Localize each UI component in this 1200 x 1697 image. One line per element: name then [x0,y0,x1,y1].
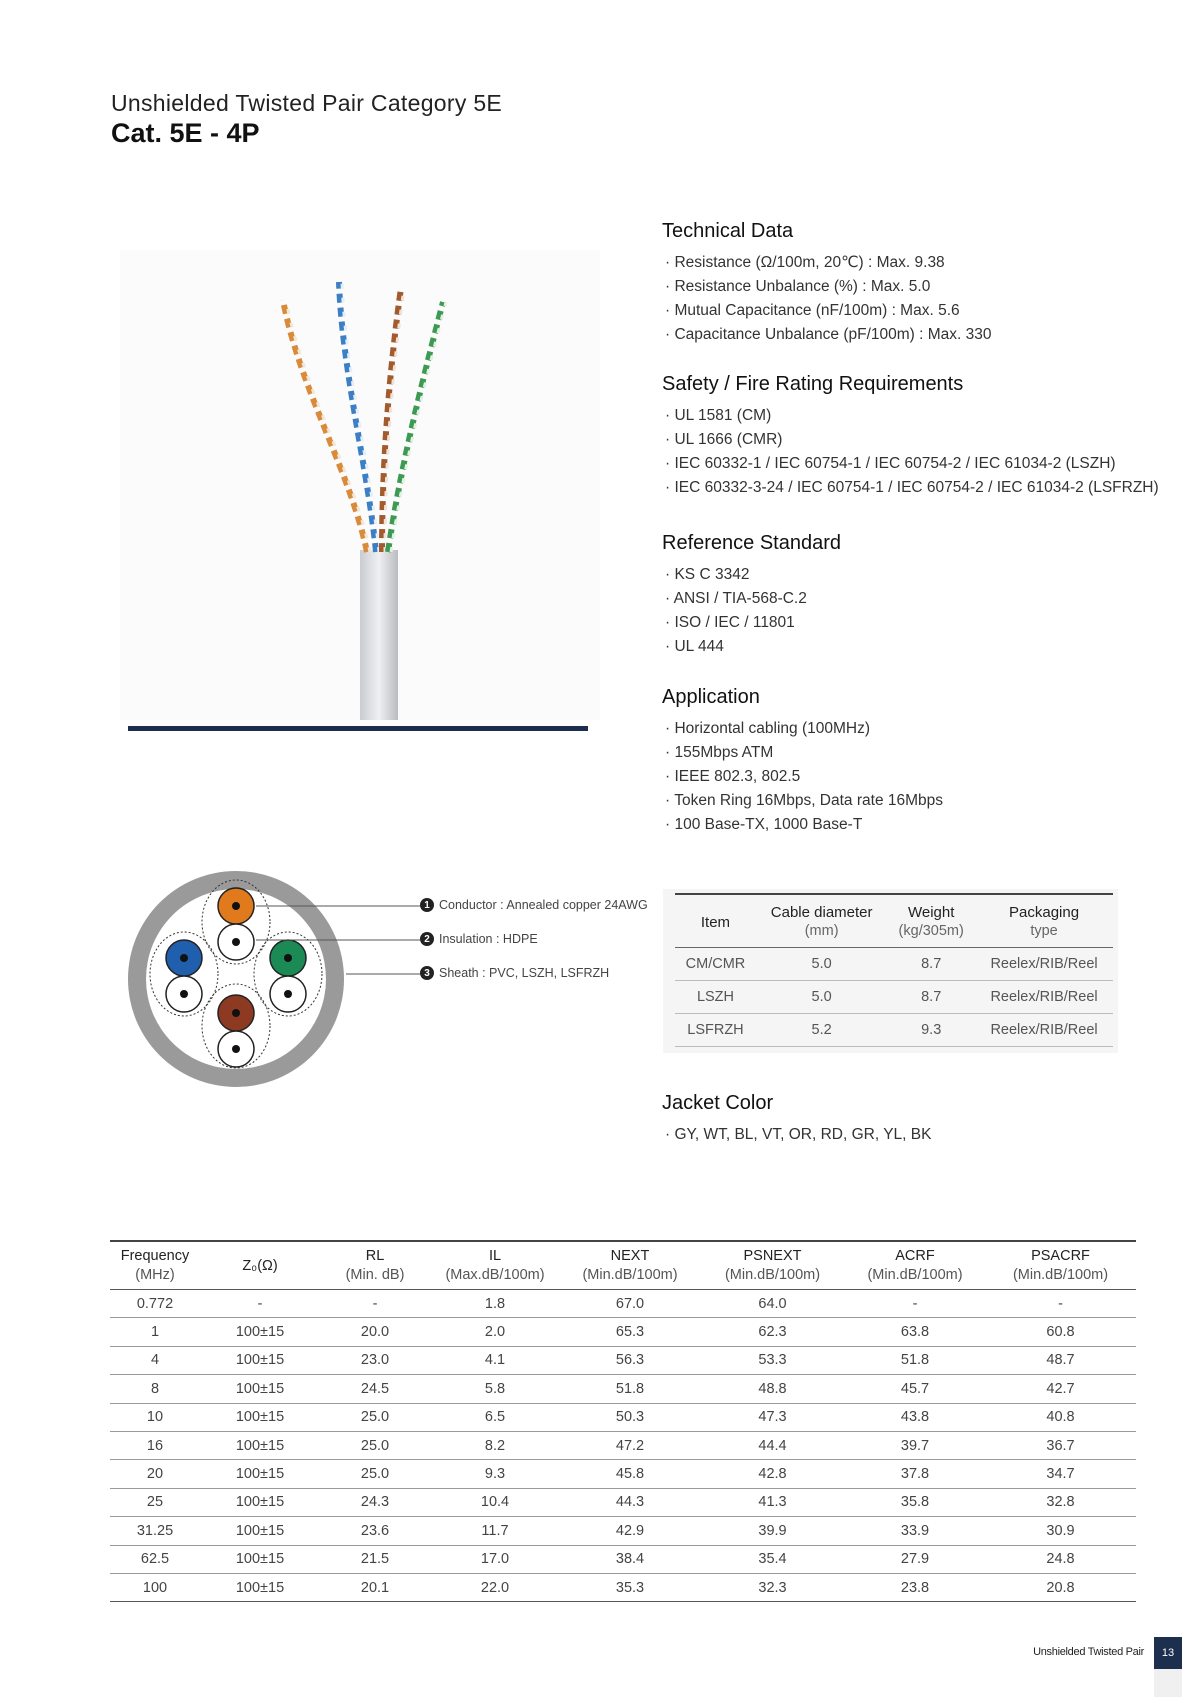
table-cell: Reelex/RIB/Reel [975,1014,1113,1047]
page-subtitle: Unshielded Twisted Pair Category 5E [111,90,503,116]
table-cell: 42.8 [700,1460,845,1488]
table-cell: 100±15 [200,1573,320,1601]
table-cell: 65.3 [560,1318,700,1346]
frequency-table [110,1240,1136,1602]
table-cell: 22.0 [430,1573,560,1601]
table-cell: 9.3 [430,1460,560,1488]
list-item: · IEC 60332-3-24 / IEC 60754-1 / IEC 60754-2 / IEC 61034-2 (LSFRZH) [665,476,1162,500]
table-row [675,948,1113,981]
table-cell: 64.0 [700,1290,845,1318]
table-cell: - [200,1290,320,1318]
list-item: · 100 Base-TX, 1000 Base-T [665,813,1162,837]
table-cell: 42.7 [985,1375,1136,1403]
table-header: Z₀(Ω) [200,1241,320,1290]
table-cell: 50.3 [560,1403,700,1431]
table-cell: 56.3 [560,1346,700,1374]
table-cell: 100±15 [200,1488,320,1516]
table-cell: 4.1 [430,1346,560,1374]
table-cell: 2.0 [430,1318,560,1346]
cross-section-callouts [345,895,665,1005]
list-item: · ISO / IEC / 11801 [665,611,1162,635]
list-item: · ANSI / TIA-568-C.2 [665,587,1162,611]
table-cell: 100±15 [200,1431,320,1459]
table-cell: 9.3 [887,1014,975,1047]
table-cell: 35.3 [560,1573,700,1601]
list-item: · IEC 60332-1 / IEC 60754-1 / IEC 60754-2 / IEC 61034-2 (LSZH) [665,452,1162,476]
jacket-color-section [662,1092,1162,1147]
table-cell: 0.772 [110,1290,200,1318]
list-item: · Resistance (Ω/100m, 20℃) : Max. 9.38 [665,251,1162,275]
table-cell: 35.8 [845,1488,985,1516]
table-header: Packaging type [975,894,1113,948]
table-cell: 11.7 [430,1517,560,1545]
table-cell: 47.2 [560,1431,700,1459]
table-cell: 62.5 [110,1545,200,1573]
table-cell: 48.8 [700,1375,845,1403]
table-row [110,1431,1136,1459]
page-number: 13 [1154,1637,1182,1669]
table-cell: 1.8 [430,1290,560,1318]
photo-base-line [128,726,588,731]
list-item: · KS C 3342 [665,563,1162,587]
table-cell: 16 [110,1431,200,1459]
table-cell: 25.0 [320,1403,430,1431]
blue-pair [339,282,376,552]
cable-illustration [120,250,600,720]
table-cell: 51.8 [845,1346,985,1374]
table-cell: 45.7 [845,1375,985,1403]
page-tab-shadow [1154,1669,1182,1697]
table-header: RL (Min. dB) [320,1241,430,1290]
table-cell: 31.25 [110,1517,200,1545]
table-cell: 30.9 [985,1517,1136,1545]
table-cell: 48.7 [985,1346,1136,1374]
table-header: PSNEXT (Min.dB/100m) [700,1241,845,1290]
list-item: · UL 1581 (CM) [665,404,1162,428]
table-row [110,1375,1136,1403]
table-cell: 8.2 [430,1431,560,1459]
table-cell: 5.0 [756,981,887,1014]
callout-conductor: 1 Conductor : Annealed copper 24AWG [420,898,648,912]
footer-label: Unshielded Twisted Pair [1033,1646,1144,1658]
table-cell: 67.0 [560,1290,700,1318]
table-cell: 42.9 [560,1517,700,1545]
table-cell: 8.7 [887,981,975,1014]
table-cell: Reelex/RIB/Reel [975,948,1113,981]
table-cell: 24.5 [320,1375,430,1403]
table-cell: 24.3 [320,1488,430,1516]
table-cell: - [320,1290,430,1318]
table-cell: 5.8 [430,1375,560,1403]
table-cell: 37.8 [845,1460,985,1488]
table-cell: 40.8 [985,1403,1136,1431]
table-cell: 17.0 [430,1545,560,1573]
jacket-color-heading: Jacket Color [662,1092,774,1114]
table-header: Frequency (MHz) [110,1241,200,1290]
table-cell: 32.8 [985,1488,1136,1516]
table-cell: 41.3 [700,1488,845,1516]
table-cell: 20.8 [985,1573,1136,1601]
table-row [110,1290,1136,1318]
table-cell: 4 [110,1346,200,1374]
table-row [675,1014,1113,1047]
table-cell: 33.9 [845,1517,985,1545]
table-cell: 25.0 [320,1460,430,1488]
table-cell: 100±15 [200,1375,320,1403]
table-row [110,1573,1136,1601]
table-header: IL (Max.dB/100m) [430,1241,560,1290]
table-cell: 100±15 [200,1517,320,1545]
callout-insulation: 2 Insulation : HDPE [420,932,538,946]
table-cell: 34.7 [985,1460,1136,1488]
table-cell: 38.4 [560,1545,700,1573]
table-cell: 1 [110,1318,200,1346]
list-item: · 155Mbps ATM [665,741,1162,765]
table-cell: 100 [110,1573,200,1601]
table-cell: 39.7 [845,1431,985,1459]
cable-jacket [360,550,398,720]
table-cell: 20.1 [320,1573,430,1601]
table-header: Weight (kg/305m) [887,894,975,948]
table-cell: CM/CMR [675,948,756,981]
table-cell: 62.3 [700,1318,845,1346]
table-header: NEXT (Min.dB/100m) [560,1241,700,1290]
table-header: PSACRF (Min.dB/100m) [985,1241,1136,1290]
table-row [110,1403,1136,1431]
table-cell: LSZH [675,981,756,1014]
table-cell: 100±15 [200,1318,320,1346]
list-item: · Resistance Unbalance (%) : Max. 5.0 [665,275,1162,299]
table-cell: 53.3 [700,1346,845,1374]
technical-data-heading: Technical Data [662,220,794,242]
list-item: · Capacitance Unbalance (pF/100m) : Max. 330 [665,323,1162,347]
table-cell: 100±15 [200,1545,320,1573]
spec-table-panel [663,889,1118,1053]
table-cell: 43.8 [845,1403,985,1431]
table-cell: 51.8 [560,1375,700,1403]
table-cell: 20 [110,1460,200,1488]
table-cell: 47.3 [700,1403,845,1431]
safety-section [662,373,1162,500]
reference-heading: Reference Standard [662,532,842,554]
application-section [662,686,1162,837]
table-cell: 23.8 [845,1573,985,1601]
safety-heading: Safety / Fire Rating Requirements [662,373,964,395]
list-item: · GY, WT, BL, VT, OR, RD, GR, YL, BK [665,1123,1162,1147]
table-header: Cable diameter (mm) [756,894,887,948]
table-cell: 5.2 [756,1014,887,1047]
table-cell: - [845,1290,985,1318]
page-title: Cat. 5E - 4P [111,118,260,148]
table-cell: 100±15 [200,1346,320,1374]
table-cell: 23.0 [320,1346,430,1374]
cable-photo [120,250,600,720]
callout-sheath: 3 Sheath : PVC, LSZH, LSFRZH [420,966,609,980]
table-cell: 45.8 [560,1460,700,1488]
table-cell: 27.9 [845,1545,985,1573]
table-cell: LSFRZH [675,1014,756,1047]
table-cell: 8.7 [887,948,975,981]
table-cell: 10 [110,1403,200,1431]
spec-table [675,893,1113,1047]
table-cell: - [985,1290,1136,1318]
table-cell: 32.3 [700,1573,845,1601]
table-header: ACRF (Min.dB/100m) [845,1241,985,1290]
list-item: · Horizontal cabling (100MHz) [665,717,1162,741]
table-cell: Reelex/RIB/Reel [975,981,1113,1014]
table-cell: 23.6 [320,1517,430,1545]
table-cell: 6.5 [430,1403,560,1431]
reference-section [662,532,1162,659]
table-cell: 100±15 [200,1460,320,1488]
table-cell: 63.8 [845,1318,985,1346]
table-header: Item [675,894,756,948]
table-row [110,1346,1136,1374]
table-row [110,1488,1136,1516]
table-cell: 44.4 [700,1431,845,1459]
table-row [110,1545,1136,1573]
table-row [110,1318,1136,1346]
table-cell: 25 [110,1488,200,1516]
table-cell: 10.4 [430,1488,560,1516]
table-cell: 60.8 [985,1318,1136,1346]
table-cell: 24.8 [985,1545,1136,1573]
table-cell: 100±15 [200,1403,320,1431]
table-row [110,1517,1136,1545]
table-cell: 21.5 [320,1545,430,1573]
list-item: · Mutual Capacitance (nF/100m) : Max. 5.6 [665,299,1162,323]
table-cell: 44.3 [560,1488,700,1516]
table-row [110,1460,1136,1488]
application-heading: Application [662,686,760,708]
list-item: · IEEE 802.3, 802.5 [665,765,1162,789]
list-item: · Token Ring 16Mbps, Data rate 16Mbps [665,789,1162,813]
table-cell: 25.0 [320,1431,430,1459]
technical-data-section [662,220,1162,347]
table-cell: 5.0 [756,948,887,981]
table-cell: 36.7 [985,1431,1136,1459]
table-cell: 39.9 [700,1517,845,1545]
table-cell: 35.4 [700,1545,845,1573]
list-item: · UL 1666 (CMR) [665,428,1162,452]
list-item: · UL 444 [665,635,1162,659]
table-cell: 8 [110,1375,200,1403]
table-row [675,981,1113,1014]
table-cell: 20.0 [320,1318,430,1346]
